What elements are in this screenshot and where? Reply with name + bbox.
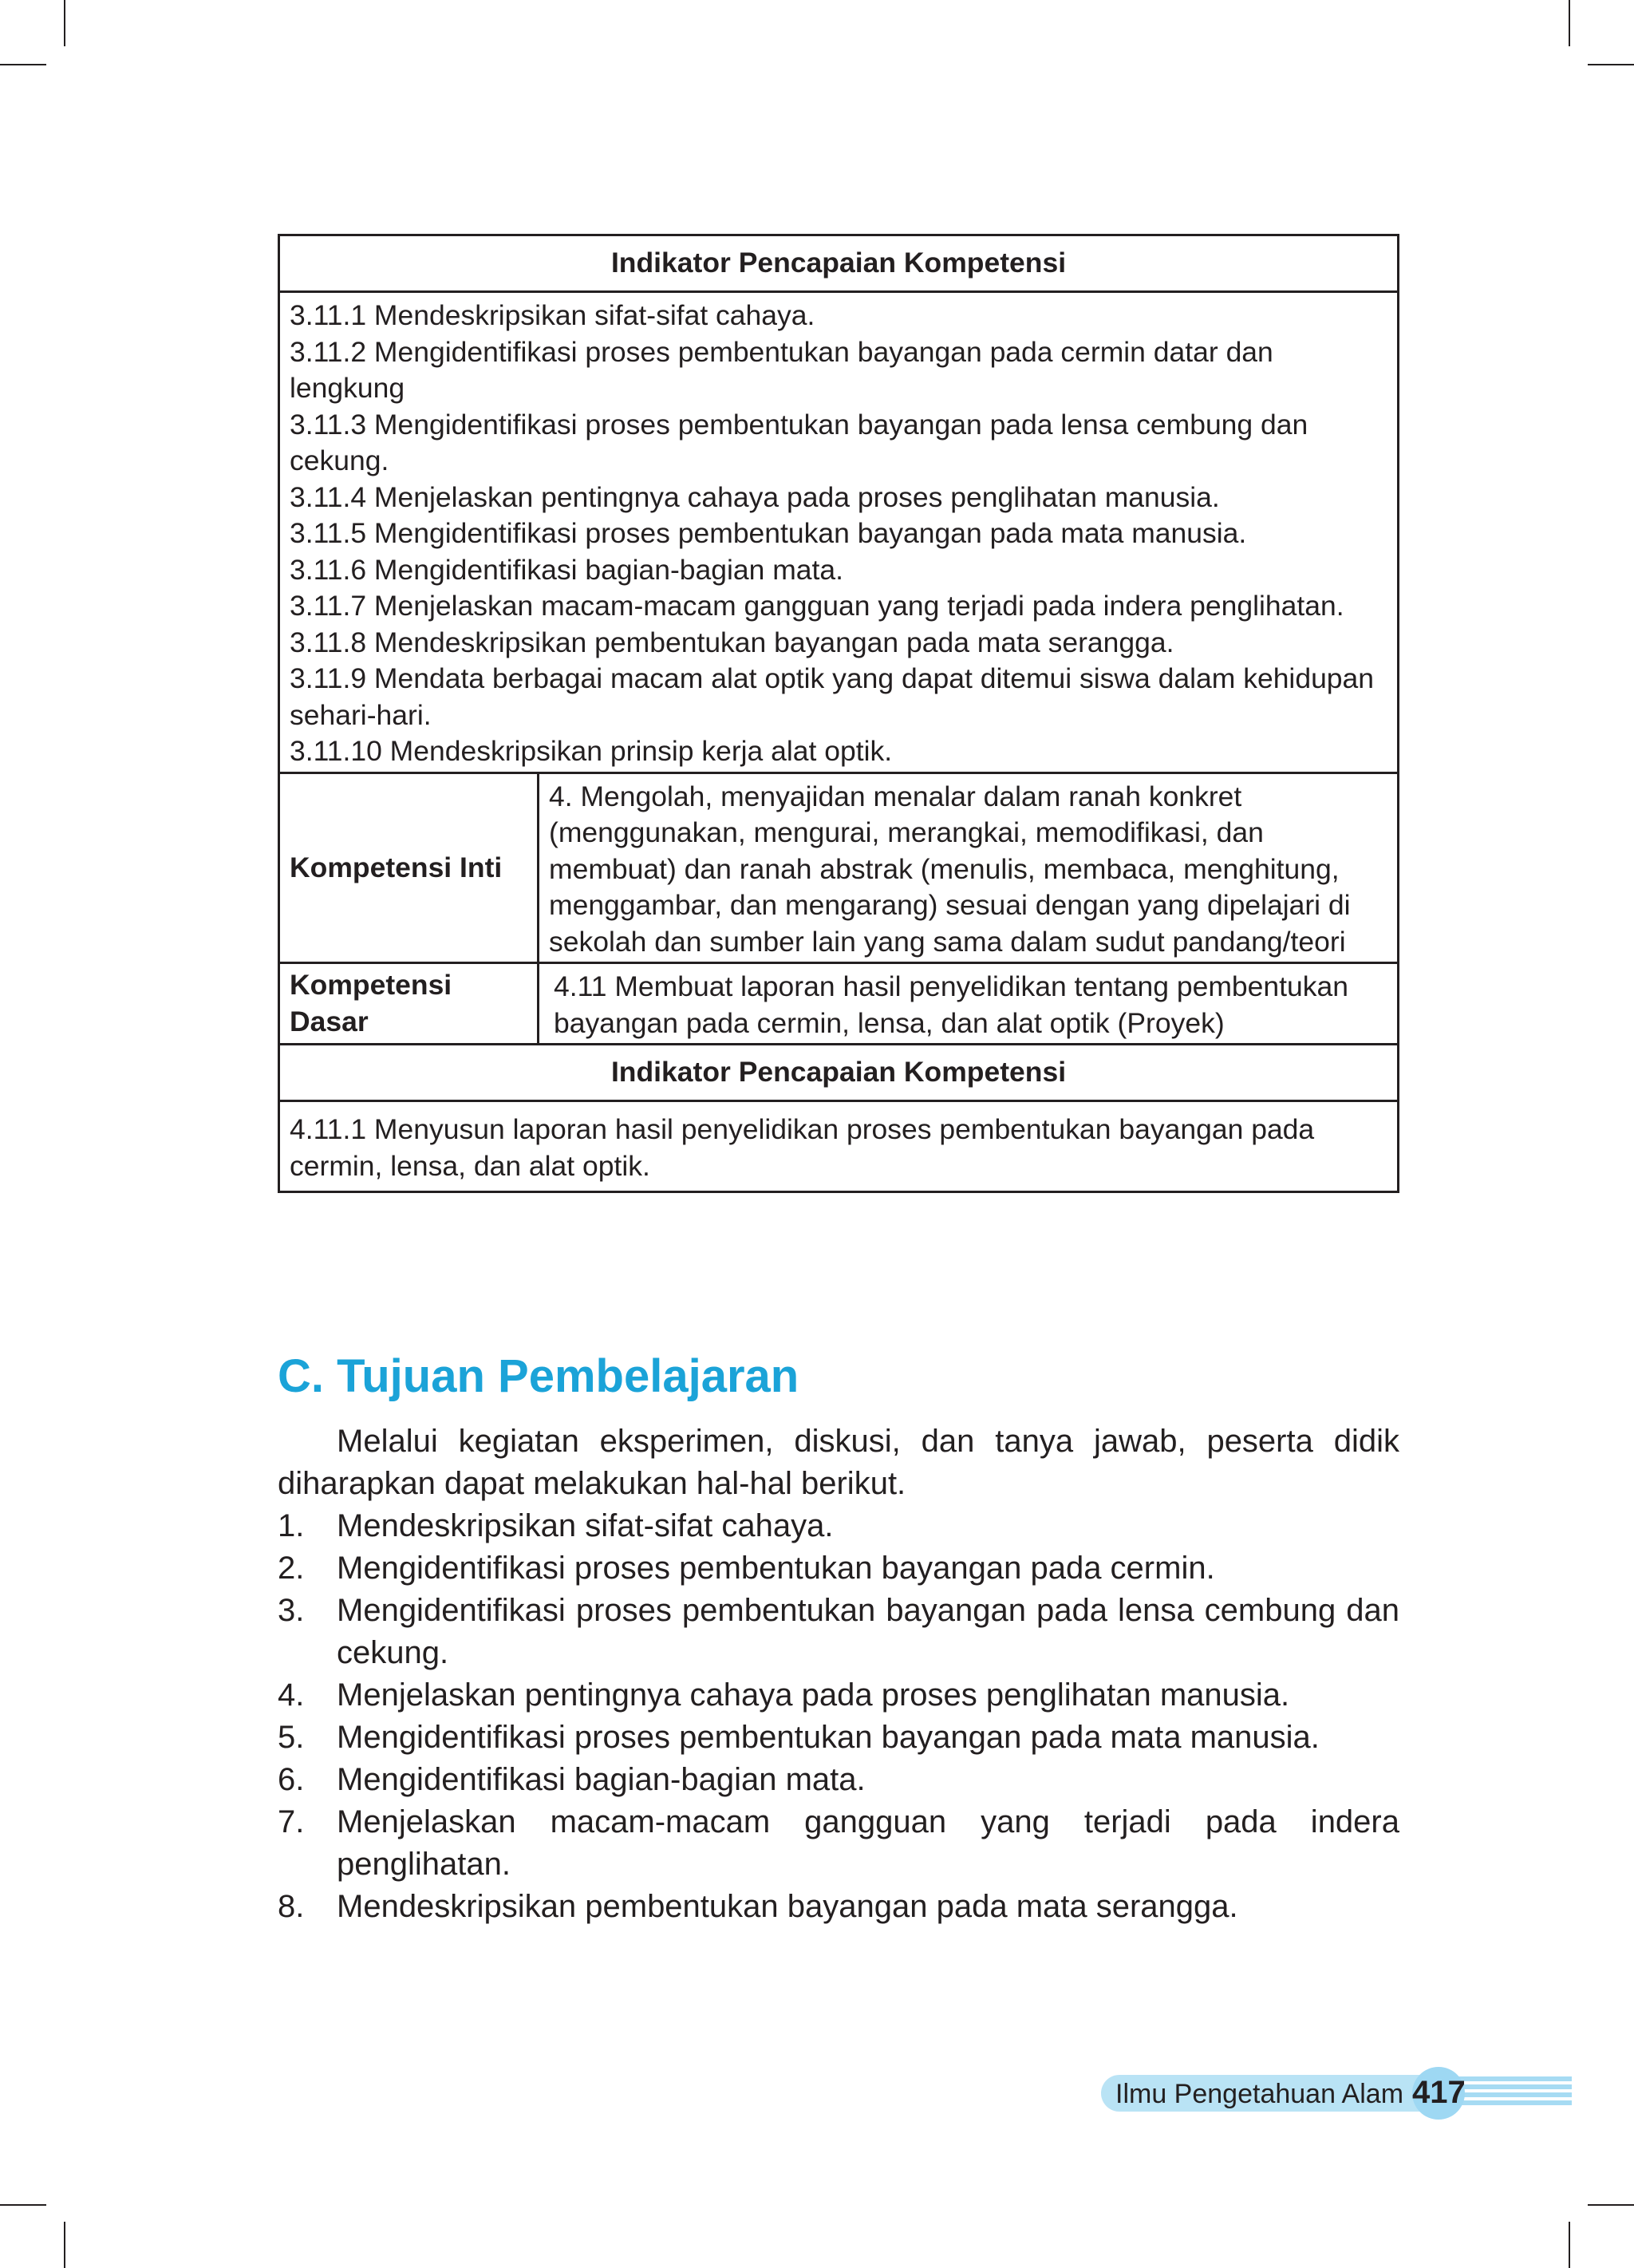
list-text: Menjelaskan macam-macam gangguan yang terjadi pada indera penglihatan.	[337, 1804, 1399, 1882]
learning-objectives	[278, 1420, 1399, 1928]
goals-list	[278, 1505, 1399, 1928]
crop-mark	[1588, 2204, 1634, 2206]
kompetensi-inti-text: 4. Mengolah, menyajidan menalar dalam ranah konkret (menggunakan, mengurai, merangkai, memodifikasi, dan membuat) dan ranah abstrak (menulis, membaca, menghitung, menggambar, dan mengarang) sesuai dengan yang dipelajari di sekolah dan sumber lain yang sama dalam sudut pandang/teori	[539, 772, 1399, 963]
crop-mark	[1569, 0, 1570, 46]
list-item	[278, 1505, 1399, 1547]
list-number: 7.	[278, 1804, 305, 1839]
indicator-item: 3.11.6 Mengidentifikasi bagian-bagian mata.	[290, 553, 844, 586]
indicator-item: 3.11.5 Mengidentifikasi proses pembentukan bayangan pada mata manusia.	[290, 517, 1247, 549]
indicator-item: 3.11.10 Mendeskripsikan prinsip kerja alat optik.	[290, 735, 893, 767]
list-number: 1.	[278, 1508, 305, 1543]
list-number: 6.	[278, 1762, 305, 1797]
page-footer	[1101, 2067, 1572, 2123]
indicator-item: 3.11.8 Mendeskripsikan pembentukan bayangan pada mata serangga.	[290, 626, 1174, 658]
indicator-item: 3.11.1 Mendeskripsikan sifat-sifat cahaya.	[290, 299, 815, 331]
list-text: Mengidentifikasi proses pembentukan bayangan pada lensa cembung dan cekung.	[337, 1593, 1399, 1670]
list-number: 8.	[278, 1889, 305, 1924]
list-item	[278, 1886, 1399, 1928]
list-number: 4.	[278, 1677, 305, 1713]
competency-table	[278, 234, 1399, 1193]
list-item	[278, 1759, 1399, 1801]
crop-mark	[64, 2222, 65, 2268]
indicator-item: 3.11.2 Mengidentifikasi proses pembentukan bayangan pada cermin datar dan lengkung	[290, 335, 1273, 404]
crop-mark	[64, 0, 65, 46]
list-item	[278, 1674, 1399, 1717]
list-text: Menjelaskan pentingnya cahaya pada proses penglihatan manusia.	[337, 1677, 1290, 1713]
crop-mark	[0, 64, 46, 65]
list-text: Mendeskripsikan pembentukan bayangan pada mata serangga.	[337, 1889, 1238, 1924]
crop-mark	[1588, 64, 1634, 65]
list-item	[278, 1801, 1399, 1886]
list-text: Mengidentifikasi proses pembentukan bayangan pada cermin.	[337, 1551, 1215, 1586]
list-text: Mengidentifikasi proses pembentukan bayangan pada mata manusia.	[337, 1720, 1320, 1755]
intro-paragraph: Melalui kegiatan eksperimen, diskusi, dan tanya jawab, peserta didik diharapkan dapat melakukan hal-hal berikut.	[278, 1424, 1399, 1501]
indicator-4: 4.11.1 Menyusun laporan hasil penyelidikan proses pembentukan bayangan pada cermin, lensa, dan alat optik.	[279, 1101, 1399, 1192]
crop-mark	[1569, 2222, 1570, 2268]
section-title: C. Tujuan Pembelajaran	[278, 1350, 799, 1402]
table-header-indicators: Indikator Pencapaian Kompetensi	[279, 235, 1399, 292]
list-item	[278, 1590, 1399, 1674]
table-header-indicators-2: Indikator Pencapaian Kompetensi	[279, 1045, 1399, 1101]
list-text: Mendeskripsikan sifat-sifat cahaya.	[337, 1508, 834, 1543]
kompetensi-dasar-label: Kompetensi Dasar	[279, 963, 539, 1045]
list-item	[278, 1547, 1399, 1590]
list-item	[278, 1717, 1399, 1759]
footer-book-title: Ilmu Pengetahuan Alam	[1115, 2079, 1404, 2109]
list-number: 5.	[278, 1720, 305, 1755]
competency-table-wrapper	[278, 234, 1399, 1193]
indicator-item: 3.11.9 Mendata berbagai macam alat optik yang dapat ditemui siswa dalam kehidupan sehari-hari.	[290, 662, 1375, 731]
indicator-item: 3.11.3 Mengidentifikasi proses pembentukan bayangan pada lensa cembung dan cekung.	[290, 408, 1308, 476]
indicator-item: 3.11.4 Menjelaskan pentingnya cahaya pada proses penglihatan manusia.	[290, 480, 1220, 513]
kompetensi-inti-label: Kompetensi Inti	[279, 772, 539, 963]
indicator-item: 3.11.7 Menjelaskan macam-macam gangguan yang terjadi pada indera penglihatan.	[290, 590, 1344, 622]
list-number: 2.	[278, 1551, 305, 1586]
indicator-list-3	[279, 292, 1399, 773]
page-number: 417	[1412, 2075, 1466, 2110]
crop-mark	[0, 2204, 46, 2206]
kompetensi-dasar-text: 4.11 Membuat laporan hasil penyelidikan tentang pembentukan bayangan pada cermin, lensa, dan alat optik (Proyek)	[539, 963, 1399, 1045]
list-text: Mengidentifikasi bagian-bagian mata.	[337, 1762, 866, 1797]
list-number: 3.	[278, 1593, 305, 1628]
